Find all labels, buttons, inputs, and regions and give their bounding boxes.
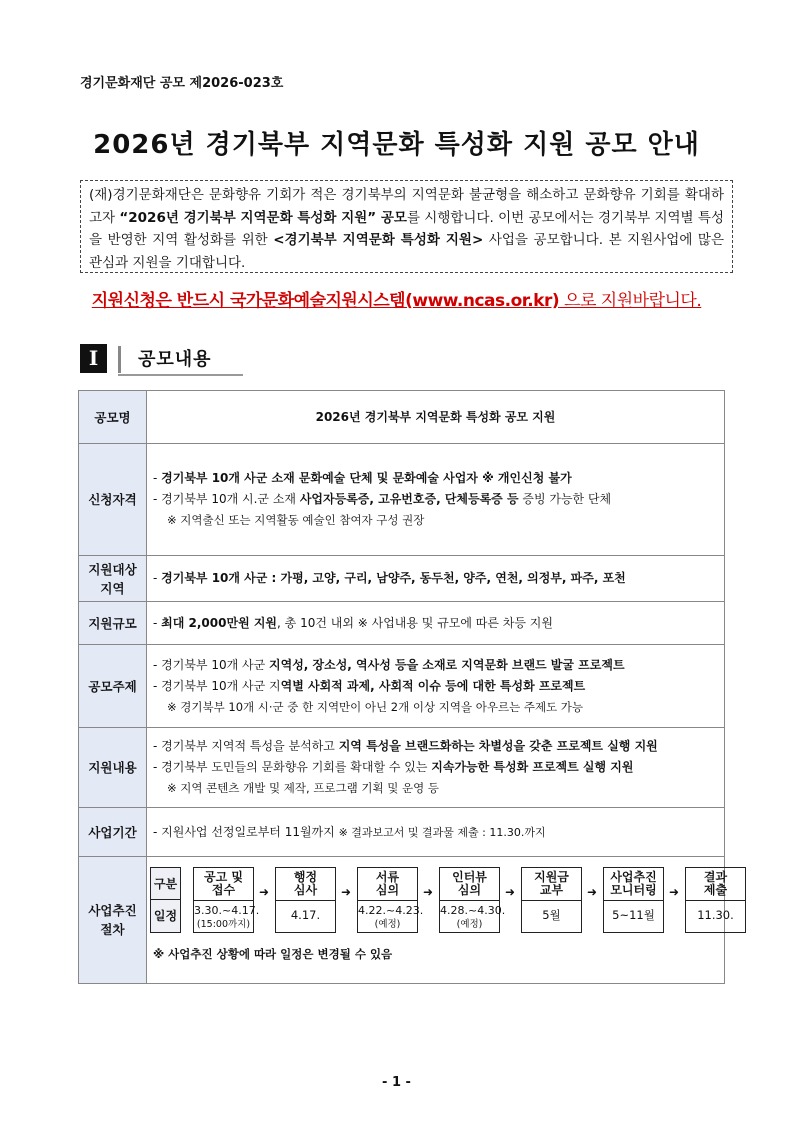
bullet: - xyxy=(153,615,162,630)
flow-arrow-icon: ➜ xyxy=(587,885,598,899)
flow-row-labels xyxy=(150,867,181,933)
step-label: 서류 xyxy=(375,870,400,884)
row-head-procedure-2: 절차 xyxy=(100,922,125,937)
intro-text-bold-1: “2026년 경기북부 지역문화 특성화 지원” 공모 xyxy=(119,209,407,226)
apply-notice-tail: 으로 지원바랍니다. xyxy=(559,291,702,311)
apply-notice-main[interactable]: 지원신청은 반드시 국가문화예술지원시스템(www.ncas.or.kr) xyxy=(91,291,560,311)
notice-number: 경기문화재단 공모 제2026-023호 xyxy=(80,76,284,91)
step-date-note: (예정) xyxy=(456,919,483,930)
eligibility-line-1-note: ※ 개인신청 불가 xyxy=(477,471,572,485)
theme-line-2b: 역별 사회적 과제, 사회적 이슈 등에 대한 특성화 프로젝트 xyxy=(280,678,586,693)
table-row xyxy=(79,602,725,645)
flow-label-category: 구분 xyxy=(150,867,181,900)
procedure-note: ※ 사업추진 상황에 따라 일정은 변경될 수 있음 xyxy=(153,947,393,961)
table-row xyxy=(79,391,725,444)
project-period-value xyxy=(147,808,725,857)
row-head-target-region-2: 지역 xyxy=(100,580,125,596)
eligibility-line-1: 경기북부 10개 사군 소재 문화예술 단체 및 문화예술 사업자 xyxy=(161,471,478,485)
section-number: I xyxy=(80,344,107,373)
step-label: 교부 xyxy=(539,883,564,897)
step-label: 심사 xyxy=(293,883,318,897)
target-region-value xyxy=(147,556,725,602)
theme-line-1a: - 경기북부 10개 사군 xyxy=(153,657,270,672)
table-row xyxy=(79,808,725,857)
row-head-target-region xyxy=(79,556,147,602)
flow-step xyxy=(685,867,746,933)
table-row xyxy=(79,444,725,556)
row-head-theme: 공모주제 xyxy=(79,645,147,728)
project-period-note: ※ 결과보고서 및 결과물 제출 : 11.30.까지 xyxy=(338,825,546,839)
theme-value xyxy=(147,645,725,728)
row-head-eligibility: 신청자격 xyxy=(79,444,147,556)
support-note: ※ 지역 콘텐츠 개발 및 제작, 프로그램 기획 및 운영 등 xyxy=(167,781,440,795)
flow-arrow-icon: ➜ xyxy=(505,885,516,899)
support-line-1a: - 경기북부 지역적 특성을 분석하고 xyxy=(153,739,339,753)
flow-arrow-icon: ➜ xyxy=(423,885,434,899)
section-underline xyxy=(118,374,243,376)
step-date: 3.30.~4.17. xyxy=(194,904,260,917)
theme-line-1b: 지역성, 장소성, 역사성 등을 소재로 지역문화 브랜드 발굴 프로젝트 xyxy=(269,657,625,672)
contest-info-table xyxy=(78,390,734,984)
page-title: 2026년 경기북부 지역문화 특성화 지원 공모 안내 xyxy=(93,130,700,160)
section-divider xyxy=(118,346,121,373)
step-date: 4.28.~4.30. xyxy=(440,904,506,917)
row-head-procedure xyxy=(79,857,147,984)
intro-text-1: (재)경기문화재단은 문화향유 기회가 적은 경기북부의 지역문화 불균형을 해소하고 문화향유 기회를 확대하고자 xyxy=(89,187,724,226)
intro-box xyxy=(80,180,733,273)
step-label: 사업추진 xyxy=(610,870,657,884)
procedure-value xyxy=(147,857,734,984)
section-title: 공모내용 xyxy=(138,349,212,370)
contest-name-value: 2026년 경기북부 지역문화 특성화 공모 지원 xyxy=(147,391,725,444)
row-head-support-scale: 지원규모 xyxy=(79,602,147,645)
flow-step xyxy=(521,867,582,933)
bullet: - xyxy=(153,571,162,585)
flow-arrow-icon: ➜ xyxy=(259,885,270,899)
step-label: 접수 xyxy=(211,883,236,897)
flow-step xyxy=(439,867,506,933)
table-row xyxy=(79,728,725,808)
step-date: 5~11월 xyxy=(612,908,655,922)
theme-note: ※ 경기북부 10개 시·군 중 한 지역만이 아닌 2개 이상 지역을 아우르는 주제도 가능 xyxy=(167,699,584,714)
support-scale-detail: , 총 10건 내외 ※ 사업내용 및 규모에 따른 차등 지원 xyxy=(277,615,553,630)
flow-step xyxy=(603,867,664,933)
step-label: 모니터링 xyxy=(610,883,657,897)
page-number: - 1 - xyxy=(382,1075,411,1090)
row-head-support-content: 지원내용 xyxy=(79,728,147,808)
step-label: 지원금 xyxy=(534,870,569,884)
row-head-target-region-1: 지원대상 xyxy=(88,561,137,577)
flow-step xyxy=(275,867,336,933)
step-date: 5월 xyxy=(542,908,561,922)
flow-step xyxy=(357,867,424,933)
step-label: 행정 xyxy=(293,870,318,884)
project-period-text: - 지원사업 선정일로부터 11월까지 xyxy=(153,824,339,839)
row-head-contest-name: 공모명 xyxy=(79,391,147,444)
step-date: 4.17. xyxy=(290,908,321,922)
eligibility-line-2a: - 경기북부 10개 시.군 소재 xyxy=(153,492,300,506)
bullet: - xyxy=(153,471,162,485)
support-content-value xyxy=(147,728,725,808)
support-line-1b: 지역 특성을 브랜드화하는 차별성을 갖춘 프로젝트 실행 지원 xyxy=(338,739,658,753)
step-date: 11.30. xyxy=(697,908,734,922)
support-line-2b: 지속가능한 특성화 프로젝트 실행 지원 xyxy=(431,760,634,774)
step-date-note: (예정) xyxy=(374,919,401,930)
table-row xyxy=(79,556,725,602)
step-label: 제출 xyxy=(703,883,728,897)
support-scale-value xyxy=(147,602,725,645)
apply-notice xyxy=(0,286,793,311)
intro-text-3: 사업을 공모합니다. 본 지원사업에 많은 관심과 지원을 기대합니다. xyxy=(89,232,724,271)
table-row xyxy=(79,645,725,728)
step-label: 인터뷰 xyxy=(452,870,487,884)
flow-step xyxy=(193,867,260,933)
theme-line-2a: - 경기북부 10개 사군 지 xyxy=(153,678,281,693)
procedure-flow xyxy=(147,857,734,983)
step-label: 심의 xyxy=(457,883,482,897)
row-head-project-period: 사업기간 xyxy=(79,808,147,857)
step-date-note: (15:00까지) xyxy=(196,919,251,930)
eligibility-line-2c: 증빙 가능한 단체 xyxy=(518,492,612,506)
eligibility-note: ※ 지역출신 또는 지역활동 예술인 참여자 구성 권장 xyxy=(167,513,425,527)
step-label: 결과 xyxy=(703,870,728,884)
step-label: 공고 및 xyxy=(204,870,243,884)
table-row xyxy=(79,857,725,984)
flow-label-schedule: 일정 xyxy=(150,900,181,933)
intro-text-bold-2: <경기북부 지역문화 특성화 지원> xyxy=(273,232,484,248)
step-label: 심의 xyxy=(375,883,400,897)
flow-arrow-icon: ➜ xyxy=(669,885,680,899)
step-date: 4.22.~4.23. xyxy=(358,904,424,917)
support-scale-max: 최대 2,000만원 지원 xyxy=(161,615,278,630)
target-region-list: 가평, 고양, 구리, 남양주, 동두천, 양주, 연천, 의정부, 파주, 포천 xyxy=(280,571,626,585)
target-region-label: 경기북부 10개 사군 : xyxy=(161,571,281,585)
row-head-procedure-1: 사업추진 xyxy=(88,903,137,918)
intro-text-2: 를 시행합니다. 이번 공모에서는 경기북부 지역별 특성을 반영한 지역 활성화를 위한 xyxy=(89,209,724,248)
flow-arrow-icon: ➜ xyxy=(341,885,352,899)
eligibility-value xyxy=(147,444,725,556)
eligibility-line-2b: 사업자등록증, 고유번호증, 단체등록증 등 xyxy=(299,492,519,506)
support-line-2a: - 경기북부 도민들의 문화향유 기회를 확대할 수 있는 xyxy=(153,760,432,774)
